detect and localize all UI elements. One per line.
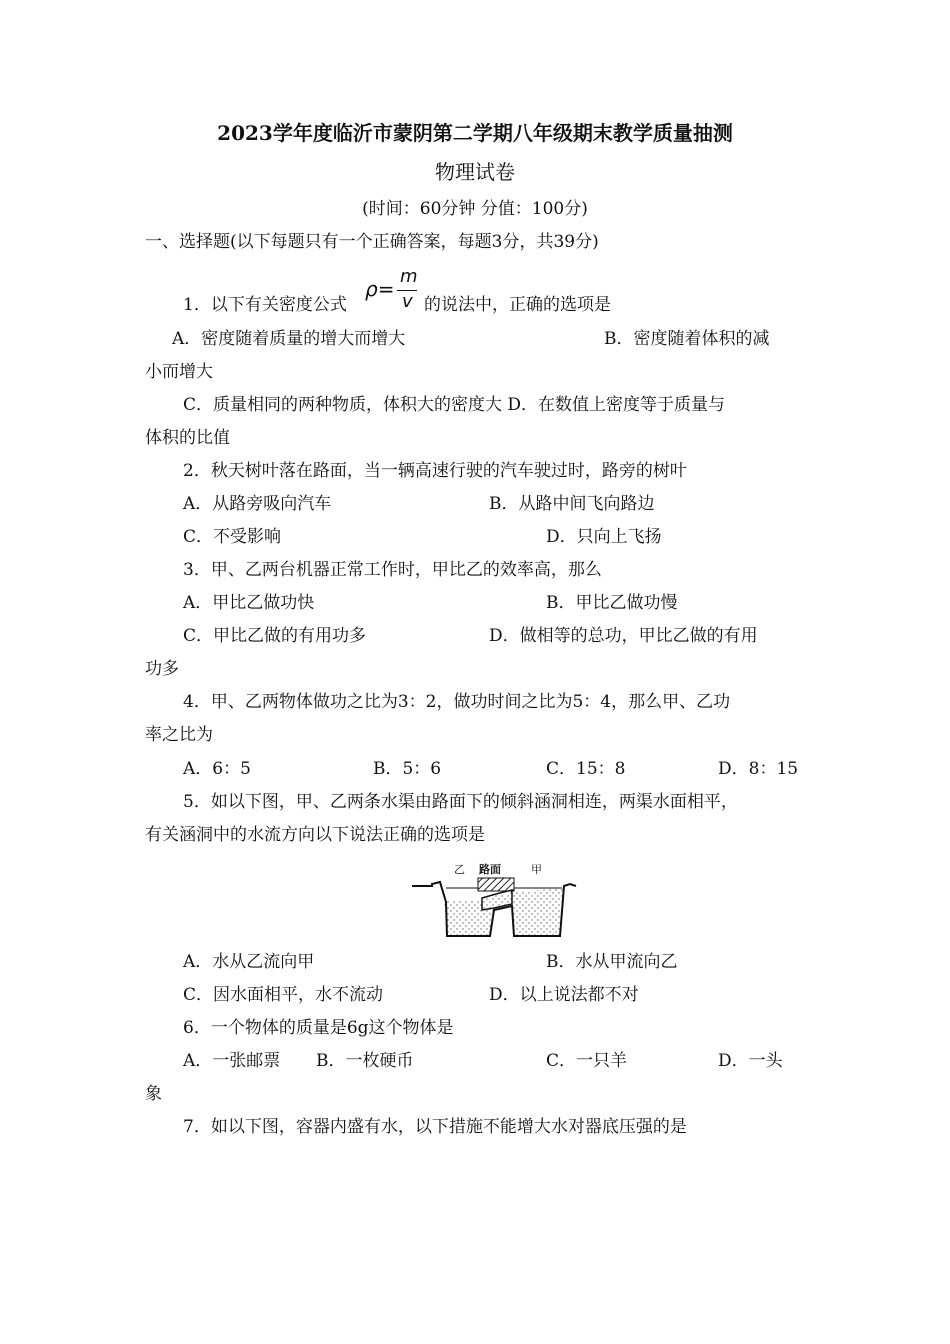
- q6-stem: 6．一个物体的质量是6g这个物体是: [183, 1018, 454, 1038]
- exam-title: 2023学年度临沂市蒙阴第二学期八年级期末教学质量抽测: [217, 121, 733, 145]
- q3-option-d-cont: 功多: [145, 659, 179, 679]
- q3-option-a: A．甲比乙做功快: [183, 593, 315, 613]
- q2-stem: 2．秋天树叶落在路面，当一辆高速行驶的汽车驶过时，路旁的树叶: [183, 461, 687, 481]
- q1-stem-pre: 1．以下有关密度公式: [183, 295, 347, 315]
- q1-option-a: A．密度随着质量的增大而增大: [172, 329, 406, 349]
- q2-option-d: D．只向上飞扬: [546, 527, 662, 547]
- road-surface: [478, 878, 514, 891]
- q5-stem-cont: 有关涵洞中的水流方向以下说法正确的选项是: [145, 825, 485, 845]
- formula-numerator: m: [400, 266, 418, 287]
- formula-denominator: v: [402, 291, 413, 312]
- q3-option-d: D．做相等的总功，甲比乙做的有用: [489, 626, 758, 646]
- q5-stem: 5．如以下图，甲、乙两条水渠由路面下的倾斜涵洞相连，两渠水面相平，: [183, 792, 738, 812]
- q4-option-b: B．5：6: [373, 759, 442, 779]
- formula-rho: ρ=: [365, 277, 395, 301]
- q7-stem: 7．如以下图，容器内盛有水，以下措施不能增大水对器底压强的是: [183, 1117, 687, 1137]
- q5-option-d: D．以上说法都不对: [489, 985, 639, 1005]
- figure-label-yi: 乙: [454, 863, 465, 876]
- culvert-figure: [410, 858, 578, 942]
- q4-stem-cont: 率之比为: [145, 725, 213, 745]
- q6-option-a: A．一张邮票: [183, 1051, 281, 1071]
- q1-stem-post: 的说法中，正确的选项是: [424, 295, 611, 315]
- q6-option-d: D．一头: [718, 1051, 783, 1071]
- exam-meta: (时间：60分钟 分值：100分): [362, 199, 588, 219]
- section-heading: 一、选择题(以下每题只有一个正确答案，每题3分，共39分): [145, 232, 599, 252]
- q4-option-c: C．15：8: [546, 759, 626, 779]
- q4-option-a: A．6：5: [183, 759, 251, 779]
- q6-option-d-cont: 象: [145, 1084, 162, 1104]
- figure-label-jia: 甲: [531, 863, 542, 876]
- q4-stem: 4．甲、乙两物体做功之比为3：2，做功时间之比为5：4，那么甲、乙功: [183, 692, 731, 712]
- q1-option-cd: C．质量相同的两种物质，体积大的密度大 D．在数值上密度等于质量与: [183, 395, 726, 415]
- q5-option-a: A．水从乙流向甲: [183, 952, 315, 972]
- q2-option-c: C．不受影响: [183, 527, 282, 547]
- q6-option-c: C．一只羊: [546, 1051, 628, 1071]
- q2-option-b: B．从路中间飞向路边: [489, 494, 655, 514]
- q5-option-c: C．因水面相平，水不流动: [183, 985, 384, 1005]
- q4-option-d: D．8：15: [718, 759, 799, 779]
- q1-option-b: B．密度随着体积的减: [604, 329, 770, 349]
- q3-option-b: B．甲比乙做功慢: [546, 593, 678, 613]
- q2-option-a: A．从路旁吸向汽车: [183, 494, 332, 514]
- q3-option-c: C．甲比乙做的有用功多: [183, 626, 367, 646]
- figure-label-road: 路面: [479, 863, 501, 876]
- q3-stem: 3．甲、乙两台机器正常工作时，甲比乙的效率高，那么: [183, 560, 602, 580]
- water-fill: [444, 888, 564, 936]
- q1-option-b-cont: 小而增大: [145, 362, 213, 382]
- q5-option-b: B．水从甲流向乙: [546, 952, 678, 972]
- exam-subtitle: 物理试卷: [435, 160, 515, 184]
- q1-option-cd-cont: 体积的比值: [145, 428, 230, 448]
- q6-option-b: B．一枚硬币: [316, 1051, 414, 1071]
